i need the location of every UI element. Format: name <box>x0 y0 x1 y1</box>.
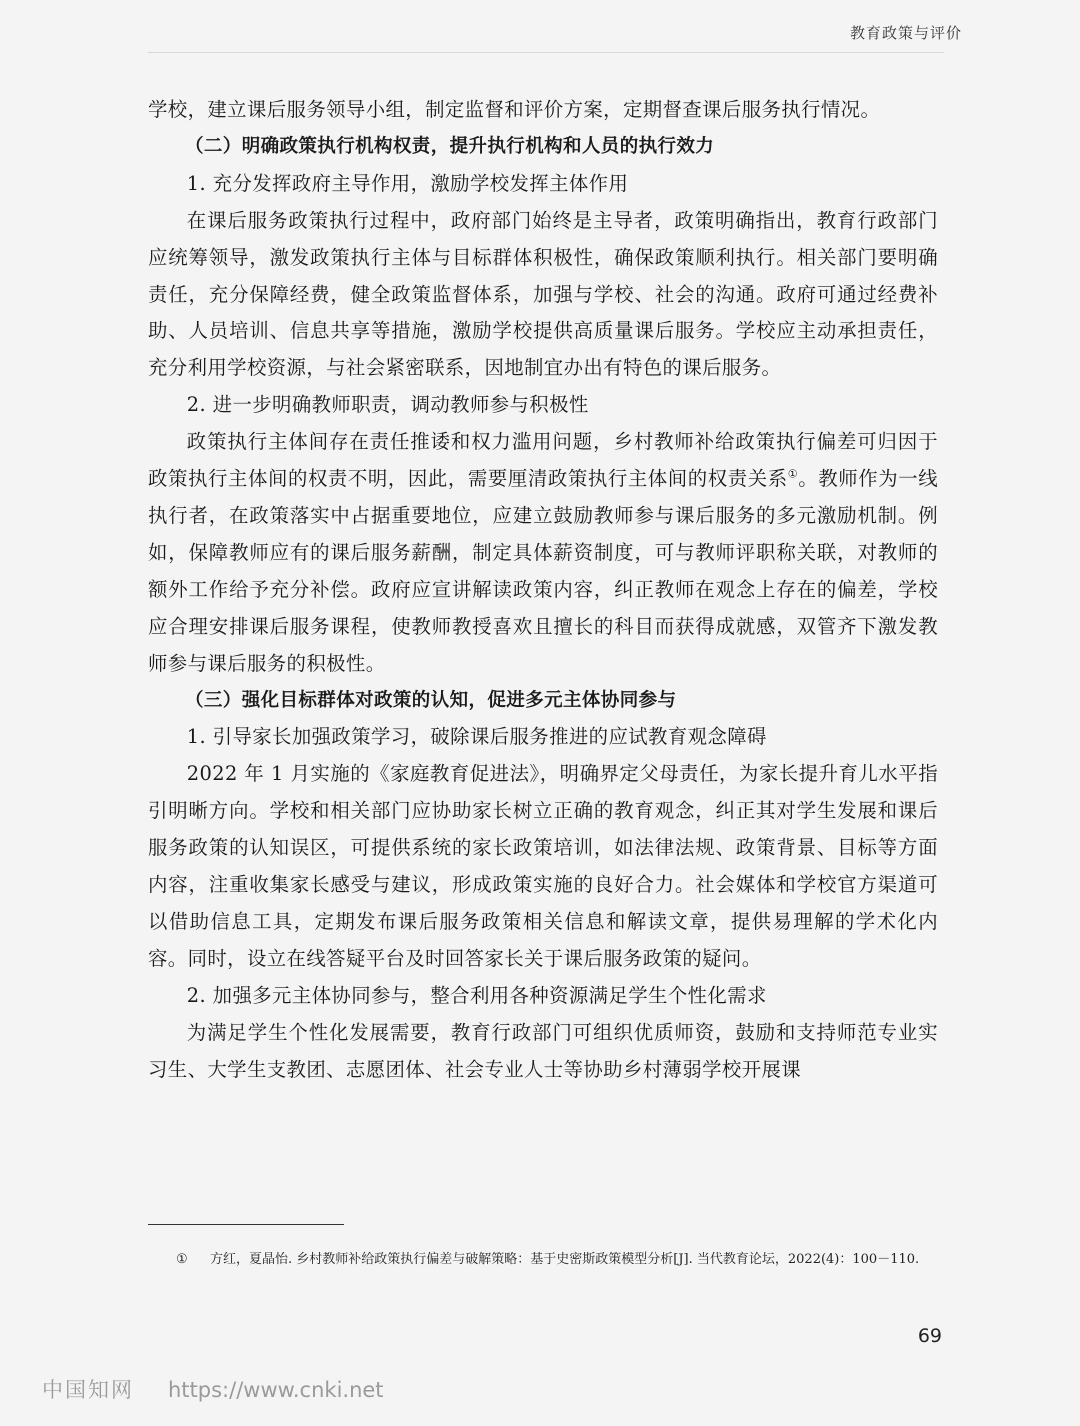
paragraph: 在课后服务政策执行过程中，政府部门始终是主导者，政策明确指出，教育行政部门应统筹领导，激发政策执行主体与目标群体积极性，确保政策顺利执行。相关部门要明确责任，充分保障经费，健全政策监督体系，加强与学校、社会的沟通。政府可通过经费补助、人员培训、信息共享等措施，激励学校提供高质量课后服务。学校应主动承担责任，充分利用学校资源，与社会紧密联系，因地制宜办出有特色的课后服务。 <box>148 208 938 380</box>
header-divider <box>148 52 944 53</box>
subsection-heading: 2. 进一步明确教师职责，调动教师参与积极性 <box>186 393 589 417</box>
body-text <box>148 92 938 1088</box>
paragraph: 为满足学生个性化发展需要，教育行政部门可组织优质师资，鼓励和支持师范专业实习生、大学生支教团、志愿团体、社会专业人士等协助乡村薄弱学校开展课 <box>148 1020 938 1081</box>
subsection-heading: 1. 充分发挥政府主导作用，激励学校发挥主体作用 <box>186 171 629 195</box>
paragraph: 学校，建立课后服务领导小组，制定监督和评价方案，定期督查课后服务执行情况。 <box>148 98 881 121</box>
section-heading: （三）强化目标群体对政策的认知，促进多元主体协同参与 <box>185 689 677 711</box>
paragraph <box>148 424 938 682</box>
footnote-text: 方红，夏晶怡. 乡村教师补给政策执行偏差与破解策略：基于史密斯政策模型分析[J]. 当代教育论坛，2022(4)：100－110. <box>210 1252 920 1267</box>
running-header: 教育政策与评价 <box>849 24 962 42</box>
section-heading: （二）明确政策执行机构权责，提升执行机构和人员的执行效力 <box>185 135 715 157</box>
watermark <box>42 1374 384 1404</box>
paragraph-text: 政策执行主体间存在责任推诿和权力滥用问题，乡村教师补给政策执行偏差可归因于政策执行主体间的权责不明，因此，需要厘清政策执行主体间的权责关系 <box>148 430 938 491</box>
footnote <box>148 1247 944 1272</box>
page-number: 69 <box>917 1325 942 1347</box>
subsection-heading: 2. 加强多元主体协同参与，整合利用各种资源满足学生个性化需求 <box>186 983 767 1007</box>
paragraph-text: 。教师作为一线执行者，在政策落实中占据重要地位，应建立鼓励教师参与课后服务的多元激励机制。例如，保障教师应有的课后服务薪酬，制定具体薪资制度，可与教师评职称关联，对教师的额外工作给予充分补偿。政府应宣讲解读政策内容，纠正教师在观念上存在的偏差，学校应合理安排课后服务课程，使教师教授喜欢且擅长的科目而获得成就感，双管齐下激发教师参与课后服务的积极性。 <box>148 467 938 675</box>
watermark-name: 中国知网 <box>42 1378 134 1402</box>
subsection-heading: 1. 引导家长加强政策学习，破除课后服务推进的应试教育观念障碍 <box>186 725 767 749</box>
footnote-divider <box>148 1224 344 1225</box>
paragraph: 2022 年 1 月实施的《家庭教育促进法》，明确界定父母责任，为家长提升育儿水平指引明晰方向。学校和相关部门应协助家长树立正确的教育观念，纠正其对学生发展和课后服务政策的认知误区，可提供系统的家长政策培训，如法律法规、政策背景、目标等方面内容，注重收集家长感受与建议，形成政策实施的良好合力。社会媒体和学校官方渠道可以借助信息工具，定期发布课后服务政策相关信息和解读文章，提供易理解的学术化内容。同时，设立在线答疑平台及时回答家长关于课后服务政策的疑问。 <box>148 762 938 970</box>
footnote-reference[interactable]: ① <box>787 467 799 481</box>
watermark-url: https://www.cnki.net <box>168 1378 384 1402</box>
footnote-mark: ① <box>176 1252 188 1267</box>
